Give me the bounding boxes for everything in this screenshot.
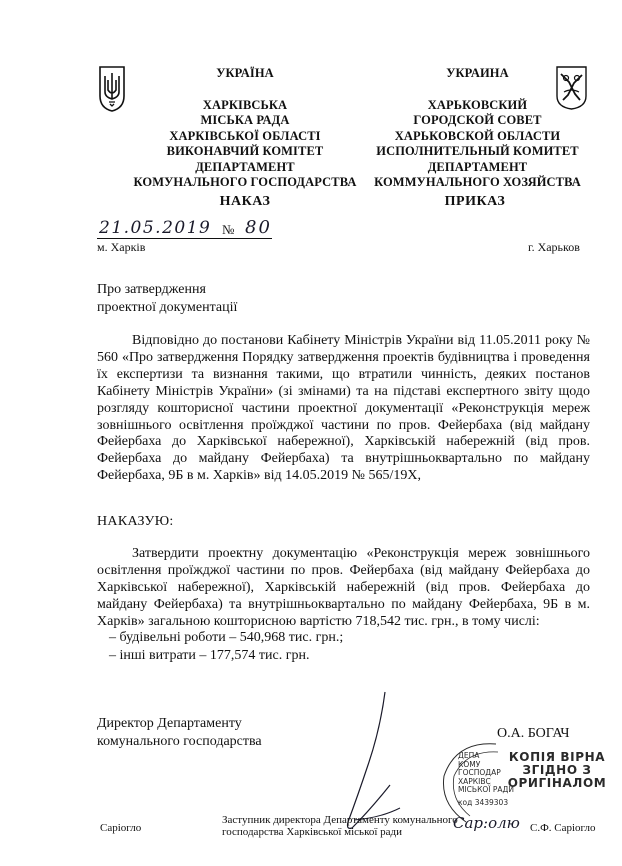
copy-stamp-line: ОРИГІНАЛОМ bbox=[507, 776, 607, 790]
left-header-country: УКРАЇНА bbox=[216, 66, 274, 80]
footer-right-name: С.Ф. Саріогло bbox=[530, 822, 596, 834]
list-item: – будівельні роботи – 540,968 тис. грн.; bbox=[109, 630, 344, 645]
right-header-line: ГОРОДСКОЙ СОВЕТ bbox=[413, 113, 542, 127]
signatory-name: О.А. БОГАЧ bbox=[497, 726, 570, 741]
footer-left-name: Саріогло bbox=[100, 822, 142, 834]
city-ru: г. Харьков bbox=[528, 240, 580, 254]
subject-line: Про затвердження bbox=[97, 282, 206, 297]
stamp-line: МІСЬКОЇ РАДИ bbox=[458, 785, 515, 794]
list-item: – інші витрати – 177,574 тис. грн. bbox=[109, 648, 310, 663]
city-ua: м. Харків bbox=[97, 240, 146, 254]
number-sign: № bbox=[222, 222, 235, 237]
right-header-country: УКРАИНА bbox=[446, 66, 509, 80]
right-header-line: КОММУНАЛЬНОГО ХОЗЯЙСТВА bbox=[374, 175, 581, 189]
order-number: 80 bbox=[245, 217, 272, 238]
list-item-text: будівельні роботи – 540,968 тис. грн.; bbox=[119, 630, 344, 645]
left-header-line: МІСЬКА РАДА bbox=[200, 113, 290, 127]
right-header-line: ДЕПАРТАМЕНТ bbox=[427, 159, 528, 174]
left-header-line: ХАРКІВСЬКОЇ ОБЛАСТІ bbox=[169, 128, 321, 143]
signature-title bbox=[97, 715, 262, 751]
order-title-ua: НАКАЗ bbox=[219, 194, 271, 209]
order-title-ru: ПРИКАЗ bbox=[444, 194, 506, 209]
right-header bbox=[345, 66, 610, 191]
footer-certifier-line: Заступник директора Департаменту комунального bbox=[222, 814, 458, 826]
right-header-line: ХАРЬКОВСКОЙ ОБЛАСТИ bbox=[394, 128, 561, 143]
cost-items-list bbox=[109, 629, 343, 665]
order-date: 21.05.2019 bbox=[99, 218, 212, 238]
stamp-line: код 3439303 bbox=[458, 797, 509, 807]
left-header-line: КОМУНАЛЬНОГО ГОСПОДАРСТВА bbox=[133, 175, 357, 189]
date-underline bbox=[97, 238, 272, 239]
signature-title-line: комунального господарства bbox=[97, 734, 262, 749]
footer-handwritten-signature: Сар:олю bbox=[453, 814, 520, 832]
left-header-line: ДЕПАРТАМЕНТ bbox=[195, 159, 295, 174]
left-header-line: ХАРКІВСЬКА bbox=[202, 97, 288, 112]
stamp-line: КОМУ bbox=[458, 759, 481, 769]
stamp-line: ДЕПА bbox=[458, 751, 480, 760]
order-paragraph: Затвердити проектну документацію «Реконструкція мереж зовнішнього освітлення проїжджої частини по пров. Фейербаха (від майдану Фейербаха до Харківської набережної), Харківській набережній (від пров. Фейербаха до майдану Фейербаха) та внутрішньоквартально по майдану Фейербаха, 9Б в м. Харків» загальною кошторисною вартістю 718,542 тис. грн., в тому числі: bbox=[97, 546, 590, 629]
right-header-line: ИСПОЛНИТЕЛЬНЫЙ КОМИТЕТ bbox=[376, 144, 579, 158]
copy-stamp-line: ЗГІДНО З bbox=[522, 763, 592, 777]
stamp-line: ХАРКІВС bbox=[458, 776, 491, 786]
date-number-line bbox=[97, 218, 277, 240]
subject-line: проектної документації bbox=[97, 300, 238, 315]
preamble-paragraph: Відповідно до постанови Кабінету Міністрів України від 11.05.2011 року № 560 «Про затвердження Порядку затвердження проектів будівництва і проведення їх експертизи та визнання такими, що втратили чинність, деяких постанов Кабінету Міністрів України» (зі змінами) та на підставі експертного звіту щодо розгляду кошторисної частини проектної документації «Реконструкція мереж зовнішнього освітлення проїжджої частини по пров. Фейербаха (від майдану Фейербаха до Харківської набережної), Харківській набережній (від пров. Фейербаха до майдану Фейербаха) та внутрішньоквартально по майдану Фейербаха, 9Б в м. Харків» від 14.05.2019 № 565/19Х, bbox=[97, 333, 590, 484]
footer-certifier-line: господарства Харківської міської ради bbox=[222, 826, 403, 838]
list-item-text: інші витрати – 177,574 тис. грн. bbox=[119, 648, 310, 663]
footer-certifier-title bbox=[222, 814, 458, 838]
subject bbox=[97, 281, 237, 317]
copy-stamp-line: КОПІЯ ВІРНА bbox=[508, 750, 606, 764]
stamp-line: ГОСПОДАР bbox=[458, 768, 501, 777]
right-header-line: ХАРЬКОВСКИЙ bbox=[427, 97, 528, 112]
left-header bbox=[110, 66, 380, 191]
signature-title-line: Директор Департаменту bbox=[97, 716, 242, 731]
copy-certification-stamp bbox=[498, 751, 616, 790]
order-word: НАКАЗУЮ: bbox=[97, 514, 174, 529]
left-header-line: ВИКОНАВЧИЙ КОМІТЕТ bbox=[166, 144, 324, 158]
